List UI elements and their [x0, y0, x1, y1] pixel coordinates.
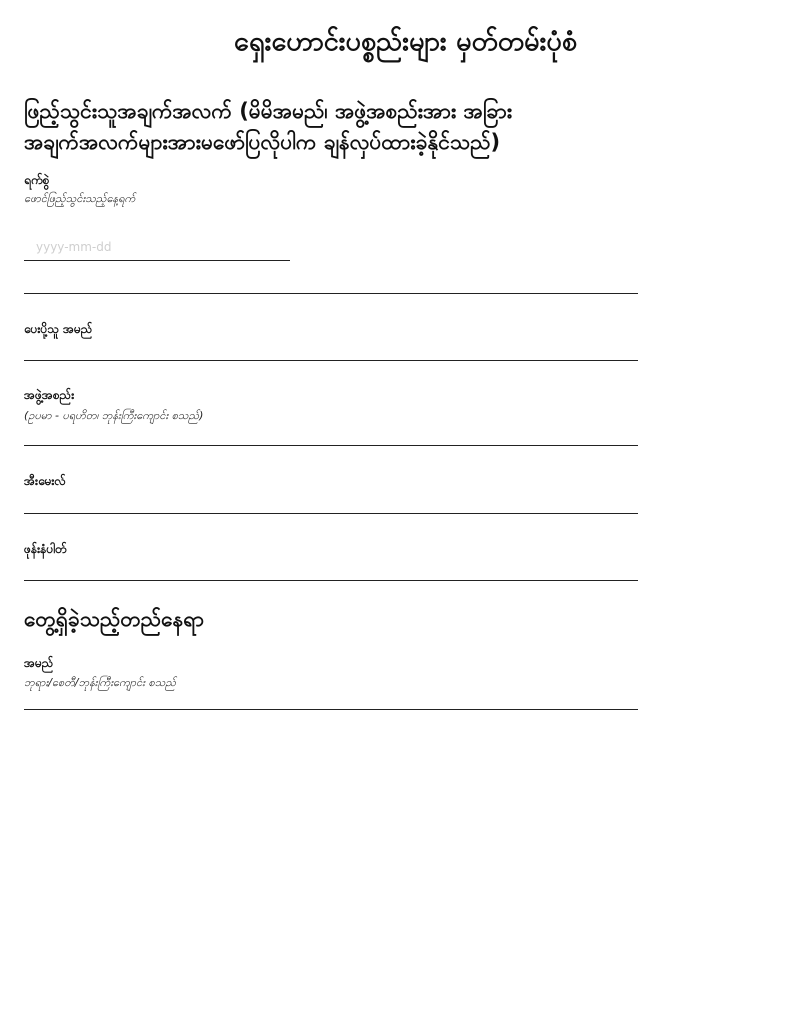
location-heading: တွေ့ရှိခဲ့သည့်တည်နေရာ [24, 607, 205, 631]
organization-input[interactable] [24, 418, 638, 446]
sender-name-input[interactable] [24, 333, 638, 361]
form-title: ရှေးဟောင်းပစ္စည်းများ မှတ်တမ်းပုံစံ [233, 26, 578, 57]
email-label: အီးမေးလ် [24, 474, 66, 488]
organization-label: အဖွဲ့အစည်း [24, 388, 75, 402]
date-extra-line[interactable] [24, 266, 638, 294]
date-label: ရက်စွဲ [24, 173, 50, 187]
phone-label: ဖုန်းနံပါတ် [24, 542, 67, 556]
sender-name-label: ပေးပို့သူ အမည် [24, 322, 93, 336]
date-hint: ဖောင်ဖြည့်သွင်းသည့်နေ့ရက် [24, 192, 136, 205]
email-input[interactable] [24, 486, 638, 514]
location-name-label: အမည် [24, 656, 54, 670]
organization-hint: (ဥပမာ - ပရဟိတ၊ ဘုန်းကြီးကျောင်း စသည်) [24, 409, 204, 422]
reporter-info-heading: ဖြည့်သွင်းသူအချက်အလက် (မိမိအမည်၊ အဖွဲ့အစည်းအား အခြားအချက်အလက်များအားမဖော်ပြလိုပါက ချန်လှပ်ထားခဲ့နိုင်သည်) [24, 99, 513, 154]
location-name-input[interactable] [24, 682, 638, 710]
date-input[interactable] [24, 233, 290, 261]
location-name-hint: ဘုရား/စေတီ/ဘုန်းကြီးကျောင်း စသည် [24, 676, 176, 689]
phone-input[interactable] [24, 553, 638, 581]
